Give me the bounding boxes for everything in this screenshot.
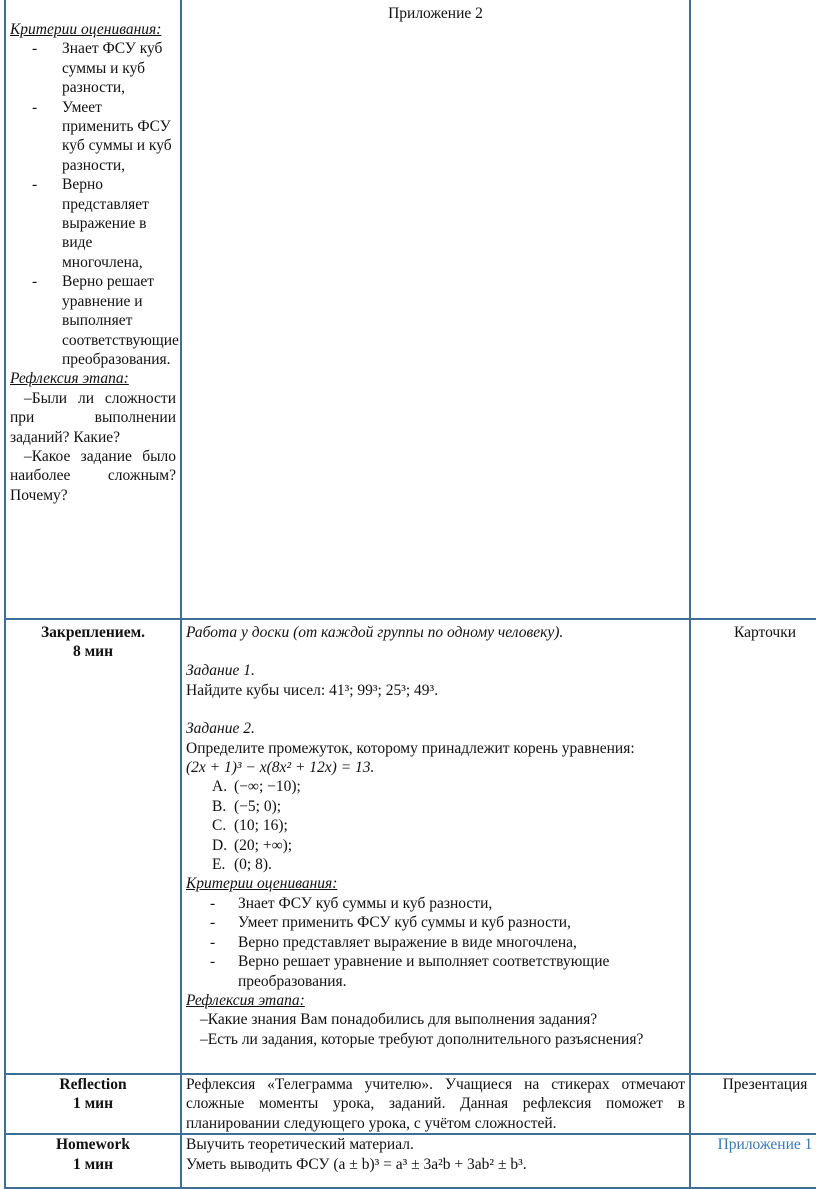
homework-line: Выучить теоретический материал.	[186, 1136, 414, 1154]
option	[212, 836, 685, 855]
table-row	[5, 1134, 816, 1188]
list-item: - Умеет применить ФСУ куб суммы и куб разности,	[186, 913, 685, 932]
option-letter: C.	[212, 817, 227, 835]
option	[212, 797, 685, 816]
content-cell	[181, 1074, 690, 1134]
option	[212, 855, 685, 874]
reflection-question: –Есть ли задания, которые требуют дополнительного разъяснения?	[200, 1030, 644, 1048]
stage-cell	[5, 1134, 181, 1188]
reflection-title: Рефлексия этапа:	[10, 370, 129, 388]
option-value: (0; 8).	[234, 856, 272, 874]
resource-label: Презентация	[722, 1076, 808, 1093]
lesson-plan-table	[4, 0, 816, 1189]
option-value: (20; +∞);	[234, 836, 293, 854]
task1-text: Найдите кубы чисел: 41³; 99³; 25³; 49³.	[186, 681, 439, 699]
stage-cell	[5, 1074, 181, 1134]
list-item: - Верно решает уравнение и выполняет соответствующие преобразования.	[186, 952, 685, 991]
reflection-question: –Были ли сложности при выполнении заданий? Какие?	[10, 389, 176, 446]
list-item: - Верно представляет выражение в виде многочлена,	[186, 933, 685, 952]
stage-name: Homework	[55, 1136, 131, 1154]
reflection-question: –Какие знания Вам понадобились для выполнения задания?	[200, 1011, 598, 1029]
resource-cell	[690, 619, 816, 1074]
table-row	[5, 0, 816, 619]
stage-name: Reflection	[59, 1076, 127, 1093]
resource-cell	[690, 1134, 816, 1188]
appendix-cell	[181, 0, 690, 619]
option-letter: A.	[212, 778, 228, 796]
task2-equation: (2x + 1)³ − x(8x² + 12x) = 13.	[186, 759, 375, 777]
option-letter: E.	[212, 856, 226, 874]
appendix-label: Приложение 2	[388, 5, 483, 22]
option-value: (−5; 0);	[234, 797, 282, 815]
empty-cell	[690, 0, 816, 619]
criteria-cell	[5, 0, 181, 619]
intro-text: Работа у доски (от каждой группы по одному человеку).	[186, 624, 564, 641]
option-letter: D.	[212, 836, 228, 854]
stage-time: 8 мин	[72, 643, 114, 661]
reflection-title: Рефлексия этапа:	[186, 991, 305, 1009]
task1-title: Задание 1.	[186, 662, 255, 680]
table-row	[5, 1074, 816, 1134]
stage-time: 1 мин	[72, 1155, 114, 1173]
reflection-question: –Какое задание было наиболее сложным? Почему?	[10, 447, 176, 504]
option	[212, 777, 685, 796]
option-value: (10; 16);	[234, 817, 288, 835]
list-item: - Знает ФСУ куб суммы и куб разности,	[10, 39, 176, 97]
resource-cell	[690, 1074, 816, 1134]
list-item: - Умеет применить ФСУ куб суммы и куб разности,	[10, 98, 176, 176]
answer-options	[186, 777, 685, 874]
criteria-title: Критерии оценивания:	[186, 875, 338, 893]
reflection-text: Рефлексия «Телеграмма учителю». Учащиеся на стикерах отмечают сложные моменты урока, заданий. Данная рефлексия поможет в планировании следующего урока, с учётом сложностей.	[186, 1076, 685, 1132]
criteria-list	[10, 39, 179, 369]
list-item: - Верно решает уравнение и выполняет соответствующие преобразования.	[10, 272, 176, 369]
content-cell	[181, 619, 690, 1074]
homework-formula: Уметь выводить ФСУ (a ± b)³ = a³ ± 3a²b + 3ab² ± b³.	[186, 1155, 527, 1173]
stage-time: 1 мин	[72, 1095, 114, 1113]
resource-label: Карточки	[733, 624, 797, 641]
list-item: - Верно представляет выражение в виде многочлена,	[10, 175, 176, 272]
stage-cell	[5, 619, 181, 1074]
criteria-title: Критерии оценивания:	[10, 21, 162, 38]
option-value: (−∞; −10);	[234, 778, 301, 796]
content-cell	[181, 1134, 690, 1188]
appendix-link[interactable]: Приложение 1	[717, 1136, 813, 1154]
list-item: - Знает ФСУ куб суммы и куб разности,	[186, 894, 685, 913]
table-row	[5, 619, 816, 1074]
criteria-list	[186, 894, 685, 991]
option	[212, 816, 685, 835]
stage-name: Закреплением.	[40, 624, 146, 641]
task2-title: Задание 2.	[186, 720, 255, 738]
task2-text: Определите промежуток, которому принадлежит корень уравнения:	[186, 739, 635, 757]
option-letter: B.	[212, 797, 227, 815]
